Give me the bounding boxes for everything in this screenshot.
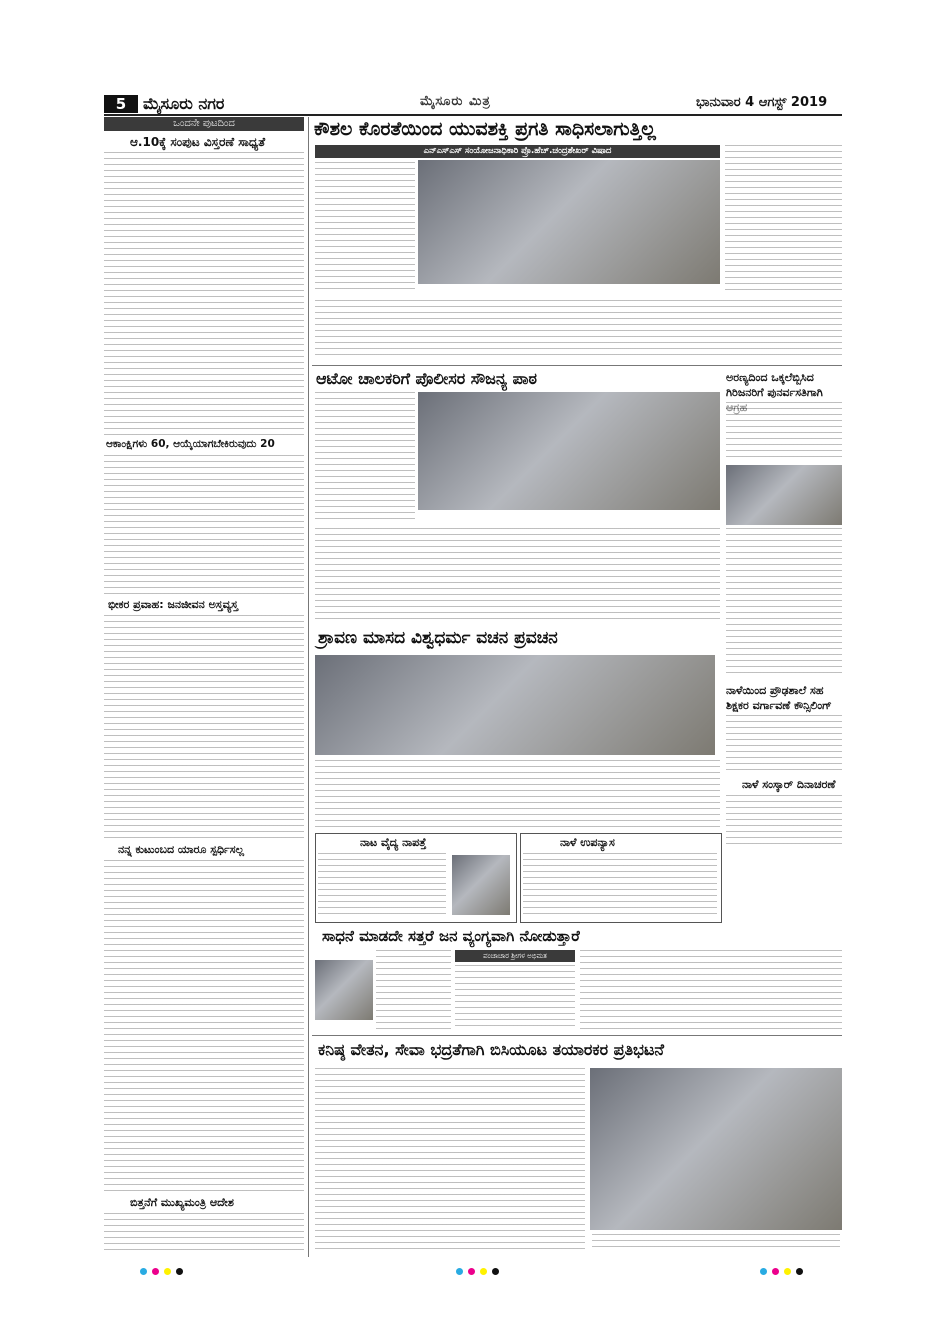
registration-mark — [784, 1268, 791, 1275]
registration-mark — [176, 1268, 183, 1275]
right-article1-body-a — [726, 402, 842, 462]
headline3-body — [315, 760, 720, 830]
seminar-photo — [418, 160, 720, 284]
box-2-title: ನಾಳೆ ಉಪನ್ಯಾಸ — [560, 836, 615, 849]
header-rule — [104, 114, 842, 116]
right-article1-body-b — [726, 528, 842, 678]
main-headline-2: ಆಟೋ ಚಾಲಕರಿಗೆ ಪೊಲೀಸರ ಸೌಜನ್ಯ ಪಾಠ — [316, 369, 537, 388]
cooks-protest-caption — [592, 1234, 840, 1252]
cooks-protest-photo — [590, 1068, 842, 1230]
quote-label: ಪಂಚಾಚಾರ ಶ್ರೀಗಳ ಅಭಿಮತ — [455, 950, 575, 962]
registration-mark — [164, 1268, 171, 1275]
left-article5-body — [104, 1213, 304, 1253]
section-title: ಮೈಸೂರು ನಗರ — [143, 94, 225, 113]
box-1-title: ನಾಟ ವೈದ್ಯ ನಾಪತ್ತೆ — [360, 836, 427, 849]
main-headline-5: ಕನಿಷ್ಠ ವೇತನ, ಸೇವಾ ಭದ್ರತೆಗಾಗಿ ಬಿಸಿಯೂಟ ತಯಾರಕರ ಪ್ರತಿಭಟನೆ — [318, 1040, 664, 1059]
registration-mark — [492, 1268, 499, 1275]
newspaper-name: ಮೈಸೂರು ಮಿತ್ರ — [420, 94, 491, 109]
left-article4-title: ನನ್ನ ಕುಟುಂಬದ ಯಾರೂ ಸ್ಪರ್ಧಿಸಲ್ಲ — [118, 843, 245, 856]
registration-mark — [152, 1268, 159, 1275]
rule-1 — [312, 365, 842, 366]
right-article2-body — [726, 715, 842, 775]
right-article2-title: ನಾಳೆಯಿಂದ ಪ್ರೌಢಶಾಲೆ ಸಹ ಶಿಕ್ಷಕರ ವರ್ಗಾವಣೆ ಕೌನ್ಸಿಲಿಂಗ್ — [726, 684, 832, 712]
right-article3-title: ನಾಳೆ ಸಂಸ್ಕಾರ್ ದಿನಾಚರಣೆ — [742, 778, 836, 791]
page-number: 5 — [104, 95, 138, 113]
continued-band: ಒಂದನೇ ಪುಟದಿಂದ — [104, 117, 304, 131]
headline2-body-lower — [315, 528, 720, 623]
headline1-body-lower — [315, 300, 842, 360]
left-article4-body — [104, 860, 304, 1195]
rule-2 — [312, 1035, 842, 1036]
headline5-body — [315, 1068, 585, 1253]
registration-mark — [140, 1268, 147, 1275]
headline1-body-col4 — [725, 145, 842, 290]
left-article1-title: ಆ.10ಕ್ಕೆ ಸಂಪುಟ ವಿಸ್ತರಣೆ ಸಾಧ್ಯತೆ — [130, 135, 266, 149]
left-article2-body — [104, 455, 304, 595]
box-2-body — [523, 853, 717, 917]
registration-mark — [456, 1268, 463, 1275]
left-article3-title: ಭೀಕರ ಪ್ರವಾಹ: ಜನಜೀವನ ಅಸ್ತವ್ಯಸ್ತ — [108, 598, 238, 611]
protest-photo — [726, 465, 842, 525]
headline4-body-col3 — [580, 950, 842, 1030]
vachana-event-photo — [315, 655, 715, 755]
headline2-body-col1 — [315, 392, 415, 520]
registration-mark — [796, 1268, 803, 1275]
left-article3-body — [104, 615, 304, 840]
swamiji-photo — [315, 960, 373, 1020]
right-article3-body — [726, 795, 842, 845]
box-1-photo — [452, 855, 510, 915]
registration-mark — [760, 1268, 767, 1275]
main-subhead-1: ಎನ್‌ಎಸ್‌ಎಸ್ ಸಂಯೋಜನಾಧಿಕಾರಿ ಪ್ರೊ.ಹೆಚ್.ಚಂದ್ರಶೇಖರ್ ವಿಷಾದ — [315, 145, 720, 158]
box-1-body — [318, 853, 446, 917]
headline1-body-col1 — [315, 162, 415, 290]
headline4-body-col1 — [376, 950, 451, 1030]
right-article1-title: ಅರಣ್ಯದಿಂದ ಒಕ್ಕಲೆಬ್ಬಿಸಿದ ಗಿರಿಜನರಿಗೆ ಪುನರ್ವಸತಿಗಾಗಿ — [726, 371, 823, 399]
police-event-photo — [418, 392, 720, 510]
left-article5-title: ಬಿತ್ತನೆಗೆ ಮುಖ್ಯಮಂತ್ರಿ ಆದೇಶ — [130, 1196, 234, 1209]
issue-date: ಭಾನುವಾರ 4 ಆಗಸ್ಟ್ 2019 — [696, 95, 828, 110]
main-headline-4: ಸಾಧನೆ ಮಾಡದೇ ಸತ್ತರೆ ಜನ ವ್ಯಂಗ್ಯವಾಗಿ ನೋಡುತ್ತಾರೆ — [322, 927, 580, 945]
left-article1-body — [104, 152, 304, 435]
registration-mark — [468, 1268, 475, 1275]
registration-mark — [772, 1268, 779, 1275]
column-divider — [308, 117, 309, 1257]
main-headline-1: ಕೌಶಲ ಕೊರತೆಯಿಂದ ಯುವಶಕ್ತಿ ಪ್ರಗತಿ ಸಾಧಿಸಲಾಗುತ್ತಿಲ್ಲ — [314, 118, 656, 140]
registration-mark — [480, 1268, 487, 1275]
left-article2-title: ಆಕಾಂಕ್ಷಿಗಳು 60, ಆಯ್ಕೆಯಾಗಬೇಕಿರುವುದು 20 — [106, 438, 275, 450]
main-headline-3: ಶ್ರಾವಣ ಮಾಸದ ವಿಶ್ವಧರ್ಮ ವಚನ ಪ್ರವಚನ — [318, 628, 558, 648]
headline4-body-col2 — [455, 965, 575, 1030]
